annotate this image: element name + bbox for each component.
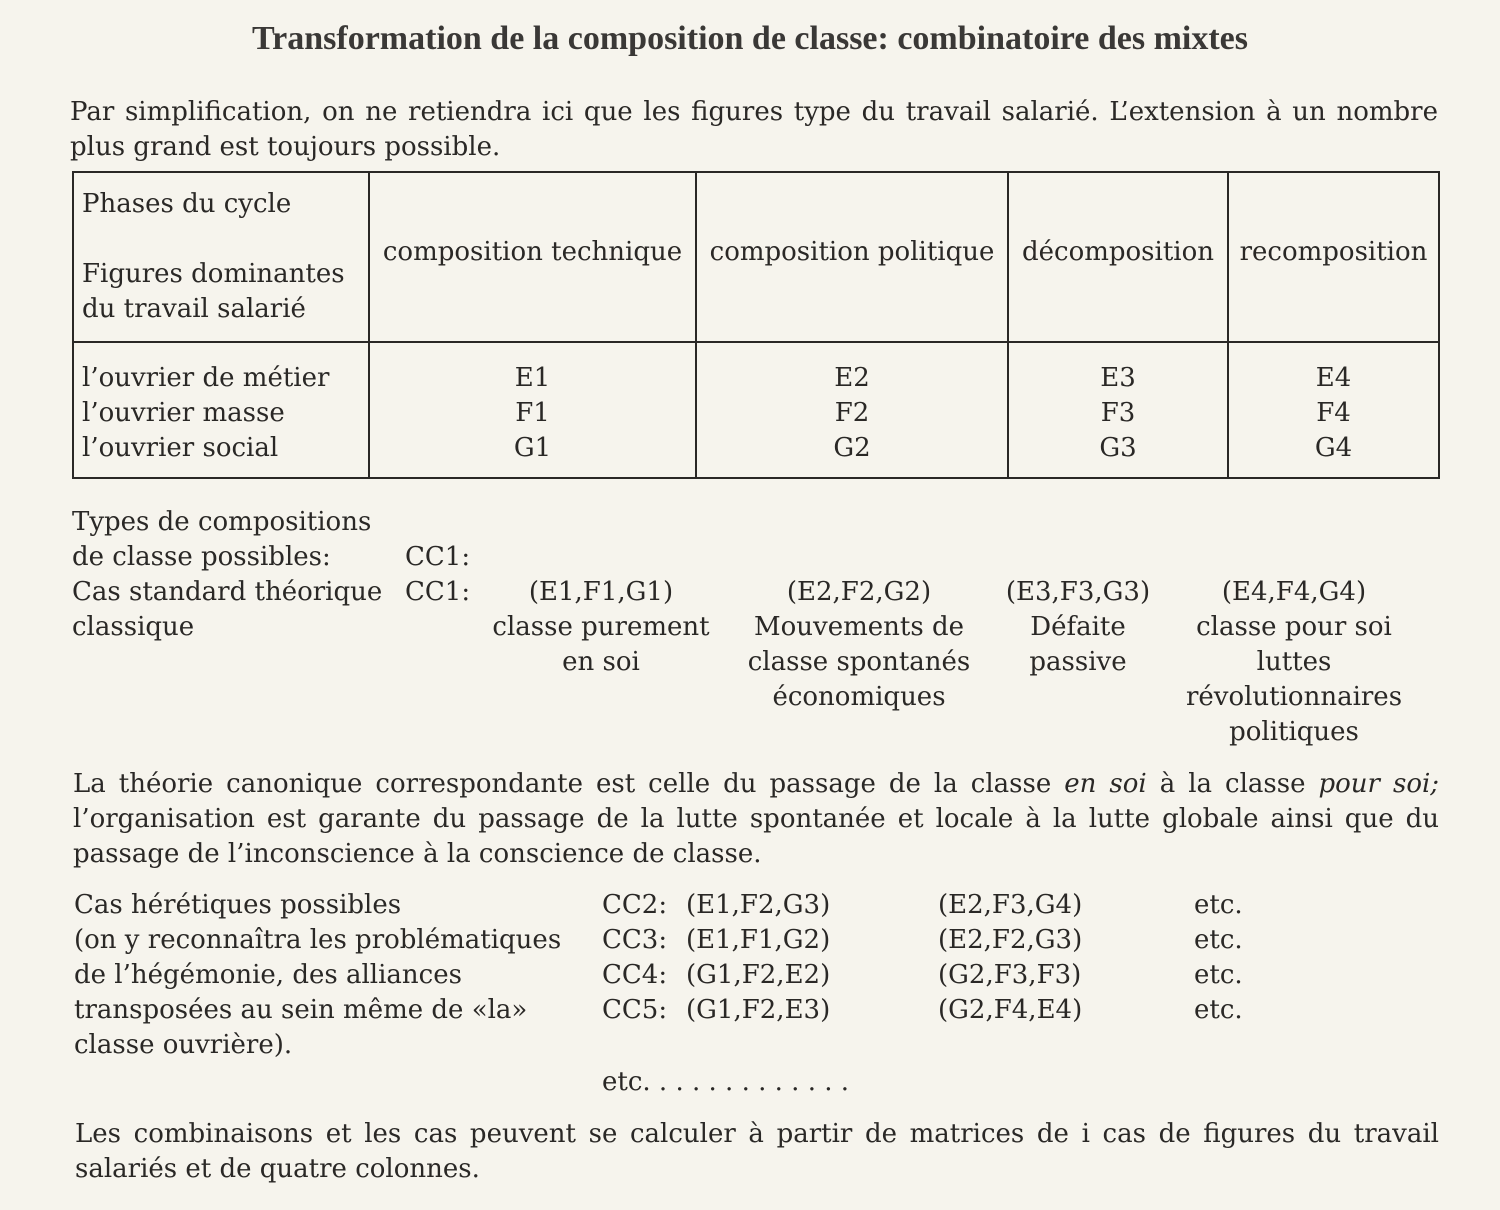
cell-value: E4 bbox=[1315, 363, 1352, 393]
heretic-tuple: (E2,F2,G3) bbox=[938, 925, 1083, 955]
standard-label-line: classique bbox=[72, 612, 195, 642]
heretic-label-line: de l’hégémonie, des alliances bbox=[74, 960, 462, 990]
figure-label: l’ouvrier social bbox=[82, 433, 279, 463]
heretic-tuple: (E2,F3,G4) bbox=[938, 890, 1083, 920]
cc1-desc: économiques bbox=[772, 682, 946, 712]
heretic-code: CC5: bbox=[602, 995, 668, 1025]
cc1-desc: en soi bbox=[562, 647, 640, 677]
cell-value: E3 bbox=[1100, 363, 1136, 393]
phase-cell bbox=[696, 342, 1008, 478]
types-label-line: Types de compositions bbox=[72, 507, 372, 537]
cc1-desc: luttes bbox=[1256, 647, 1332, 677]
heretic-code: CC2: bbox=[602, 890, 668, 920]
heretic-tuple: (G2,F3,F3) bbox=[938, 960, 1082, 990]
heretic-etc: etc. bbox=[1194, 960, 1243, 990]
heretic-tuples-b bbox=[938, 888, 1082, 1028]
types-label-line: de classe possibles: bbox=[72, 542, 331, 572]
theory-line-1 bbox=[73, 767, 1439, 802]
cc1-code: CC1: bbox=[405, 577, 471, 607]
theory-text: à la classe bbox=[1159, 769, 1306, 799]
etc-dots: etc. . . . . . . . . . . . . bbox=[602, 1067, 850, 1097]
phase-cell bbox=[1228, 342, 1439, 478]
cc1-tuple: (E4,F4,G4) bbox=[1221, 577, 1367, 607]
conclusion-line-2: salariés et de quatre colonnes. bbox=[75, 1154, 480, 1184]
heretic-code: CC3: bbox=[602, 925, 668, 955]
cc1-tuple: (E3,F3,G3) bbox=[1005, 577, 1151, 607]
cell-value: G2 bbox=[833, 433, 871, 463]
figure-label: l’ouvrier de métier bbox=[82, 363, 330, 393]
heretic-tuple: (E1,F1,G2) bbox=[686, 925, 831, 955]
cc1-group bbox=[998, 575, 1158, 680]
theory-line-3: passage de l’inconscience à la conscience de classe. bbox=[73, 839, 762, 869]
theory-text: La théorie canonique correspondante est celle du passage de la classe bbox=[73, 769, 1052, 799]
heretic-label-line: classe ouvrière). bbox=[74, 1030, 293, 1060]
heretic-label-line: Cas hérétiques possibles bbox=[74, 890, 402, 920]
theory-emphasis: en soi bbox=[1064, 769, 1147, 799]
phases-table bbox=[72, 171, 1440, 479]
cc1-desc: classe purement bbox=[492, 612, 710, 642]
types-label bbox=[72, 505, 382, 645]
cc1-tuple: (E1,F1,G1) bbox=[528, 577, 674, 607]
heretic-label-line: (on y reconnaîtra les problématiques bbox=[74, 925, 562, 955]
cell-value: F2 bbox=[834, 398, 870, 428]
cc1-desc: politiques bbox=[1229, 717, 1359, 747]
figure-label: l’ouvrier masse bbox=[82, 398, 285, 428]
phase-cell bbox=[1008, 342, 1228, 478]
cc1-group bbox=[480, 575, 722, 680]
table-corner-cell bbox=[73, 172, 369, 342]
phase-header: composition politique bbox=[696, 172, 1008, 342]
intro-line-2: plus grand est toujours possible. bbox=[70, 132, 501, 162]
cc1-desc: révolutionnaires bbox=[1185, 682, 1403, 712]
cc1-desc: passive bbox=[1029, 647, 1127, 677]
corner-figures-line: du travail salarié bbox=[82, 294, 306, 324]
cell-value: G4 bbox=[1314, 433, 1353, 463]
heretic-tuple: (G2,F4,E4) bbox=[938, 995, 1083, 1025]
cc1-empty-code: CC1: bbox=[405, 542, 471, 572]
heretic-label bbox=[74, 888, 561, 1063]
cell-value: F3 bbox=[1100, 398, 1136, 428]
cc1-group bbox=[1174, 575, 1414, 750]
theory-line-2: l’organisation est garante du passage de la lutte spontanée et locale à la lutte globale ainsi que du bbox=[73, 804, 1439, 834]
heretic-tuple: (G1,F2,E3) bbox=[686, 995, 831, 1025]
figures-cell bbox=[73, 342, 369, 478]
phase-cell bbox=[369, 342, 696, 478]
cc1-group bbox=[734, 575, 984, 715]
cell-value: F4 bbox=[1316, 398, 1351, 428]
heretic-code: CC4: bbox=[602, 960, 668, 990]
cell-value: G1 bbox=[513, 433, 552, 463]
page-title: Transformation de la composition de classe: combinatoire des mixtes bbox=[252, 20, 1248, 57]
corner-figures-label bbox=[82, 257, 345, 327]
phase-header: recomposition bbox=[1228, 172, 1439, 342]
heretic-label-line: transposées au sein même de «la» bbox=[74, 995, 528, 1025]
cc1-desc: classe spontanés bbox=[747, 647, 971, 677]
heretic-tuple: (G1,F2,E2) bbox=[686, 960, 831, 990]
cc1-desc: Mouvements de bbox=[754, 612, 964, 642]
heretic-tuples-a bbox=[686, 888, 830, 1028]
conclusion-line-1: Les combinaisons et les cas peuvent se calculer à partir de matrices de i cas de figures du travail bbox=[75, 1119, 1439, 1149]
corner-phases-label: Phases du cycle bbox=[82, 189, 292, 219]
cell-value: E2 bbox=[834, 363, 870, 393]
heretic-tuple: (E1,F2,G3) bbox=[686, 890, 831, 920]
cell-value: G3 bbox=[1099, 433, 1137, 463]
heretic-etc-col bbox=[1194, 888, 1243, 1028]
heretic-etc: etc. bbox=[1194, 995, 1243, 1025]
standard-label-line: Cas standard théorique bbox=[72, 577, 383, 607]
heretic-codes bbox=[602, 888, 667, 1028]
intro-line-1: Par simplification, on ne retiendra ici que les figures type du travail salarié. L’extension à un nombre bbox=[70, 97, 1438, 127]
corner-figures-line: Figures dominantes bbox=[82, 259, 345, 289]
theory-emphasis: pour soi; bbox=[1318, 769, 1440, 799]
phase-header: décomposition bbox=[1008, 172, 1228, 342]
phase-header: composition technique bbox=[369, 172, 696, 342]
cc1-desc: classe pour soi bbox=[1196, 612, 1392, 642]
heretic-etc: etc. bbox=[1194, 890, 1243, 920]
cell-value: F1 bbox=[515, 398, 550, 428]
cell-value: E1 bbox=[514, 363, 551, 393]
heretic-etc: etc. bbox=[1194, 925, 1243, 955]
cc1-desc: Défaite bbox=[1030, 612, 1126, 642]
cc1-tuple: (E2,F2,G2) bbox=[786, 577, 932, 607]
